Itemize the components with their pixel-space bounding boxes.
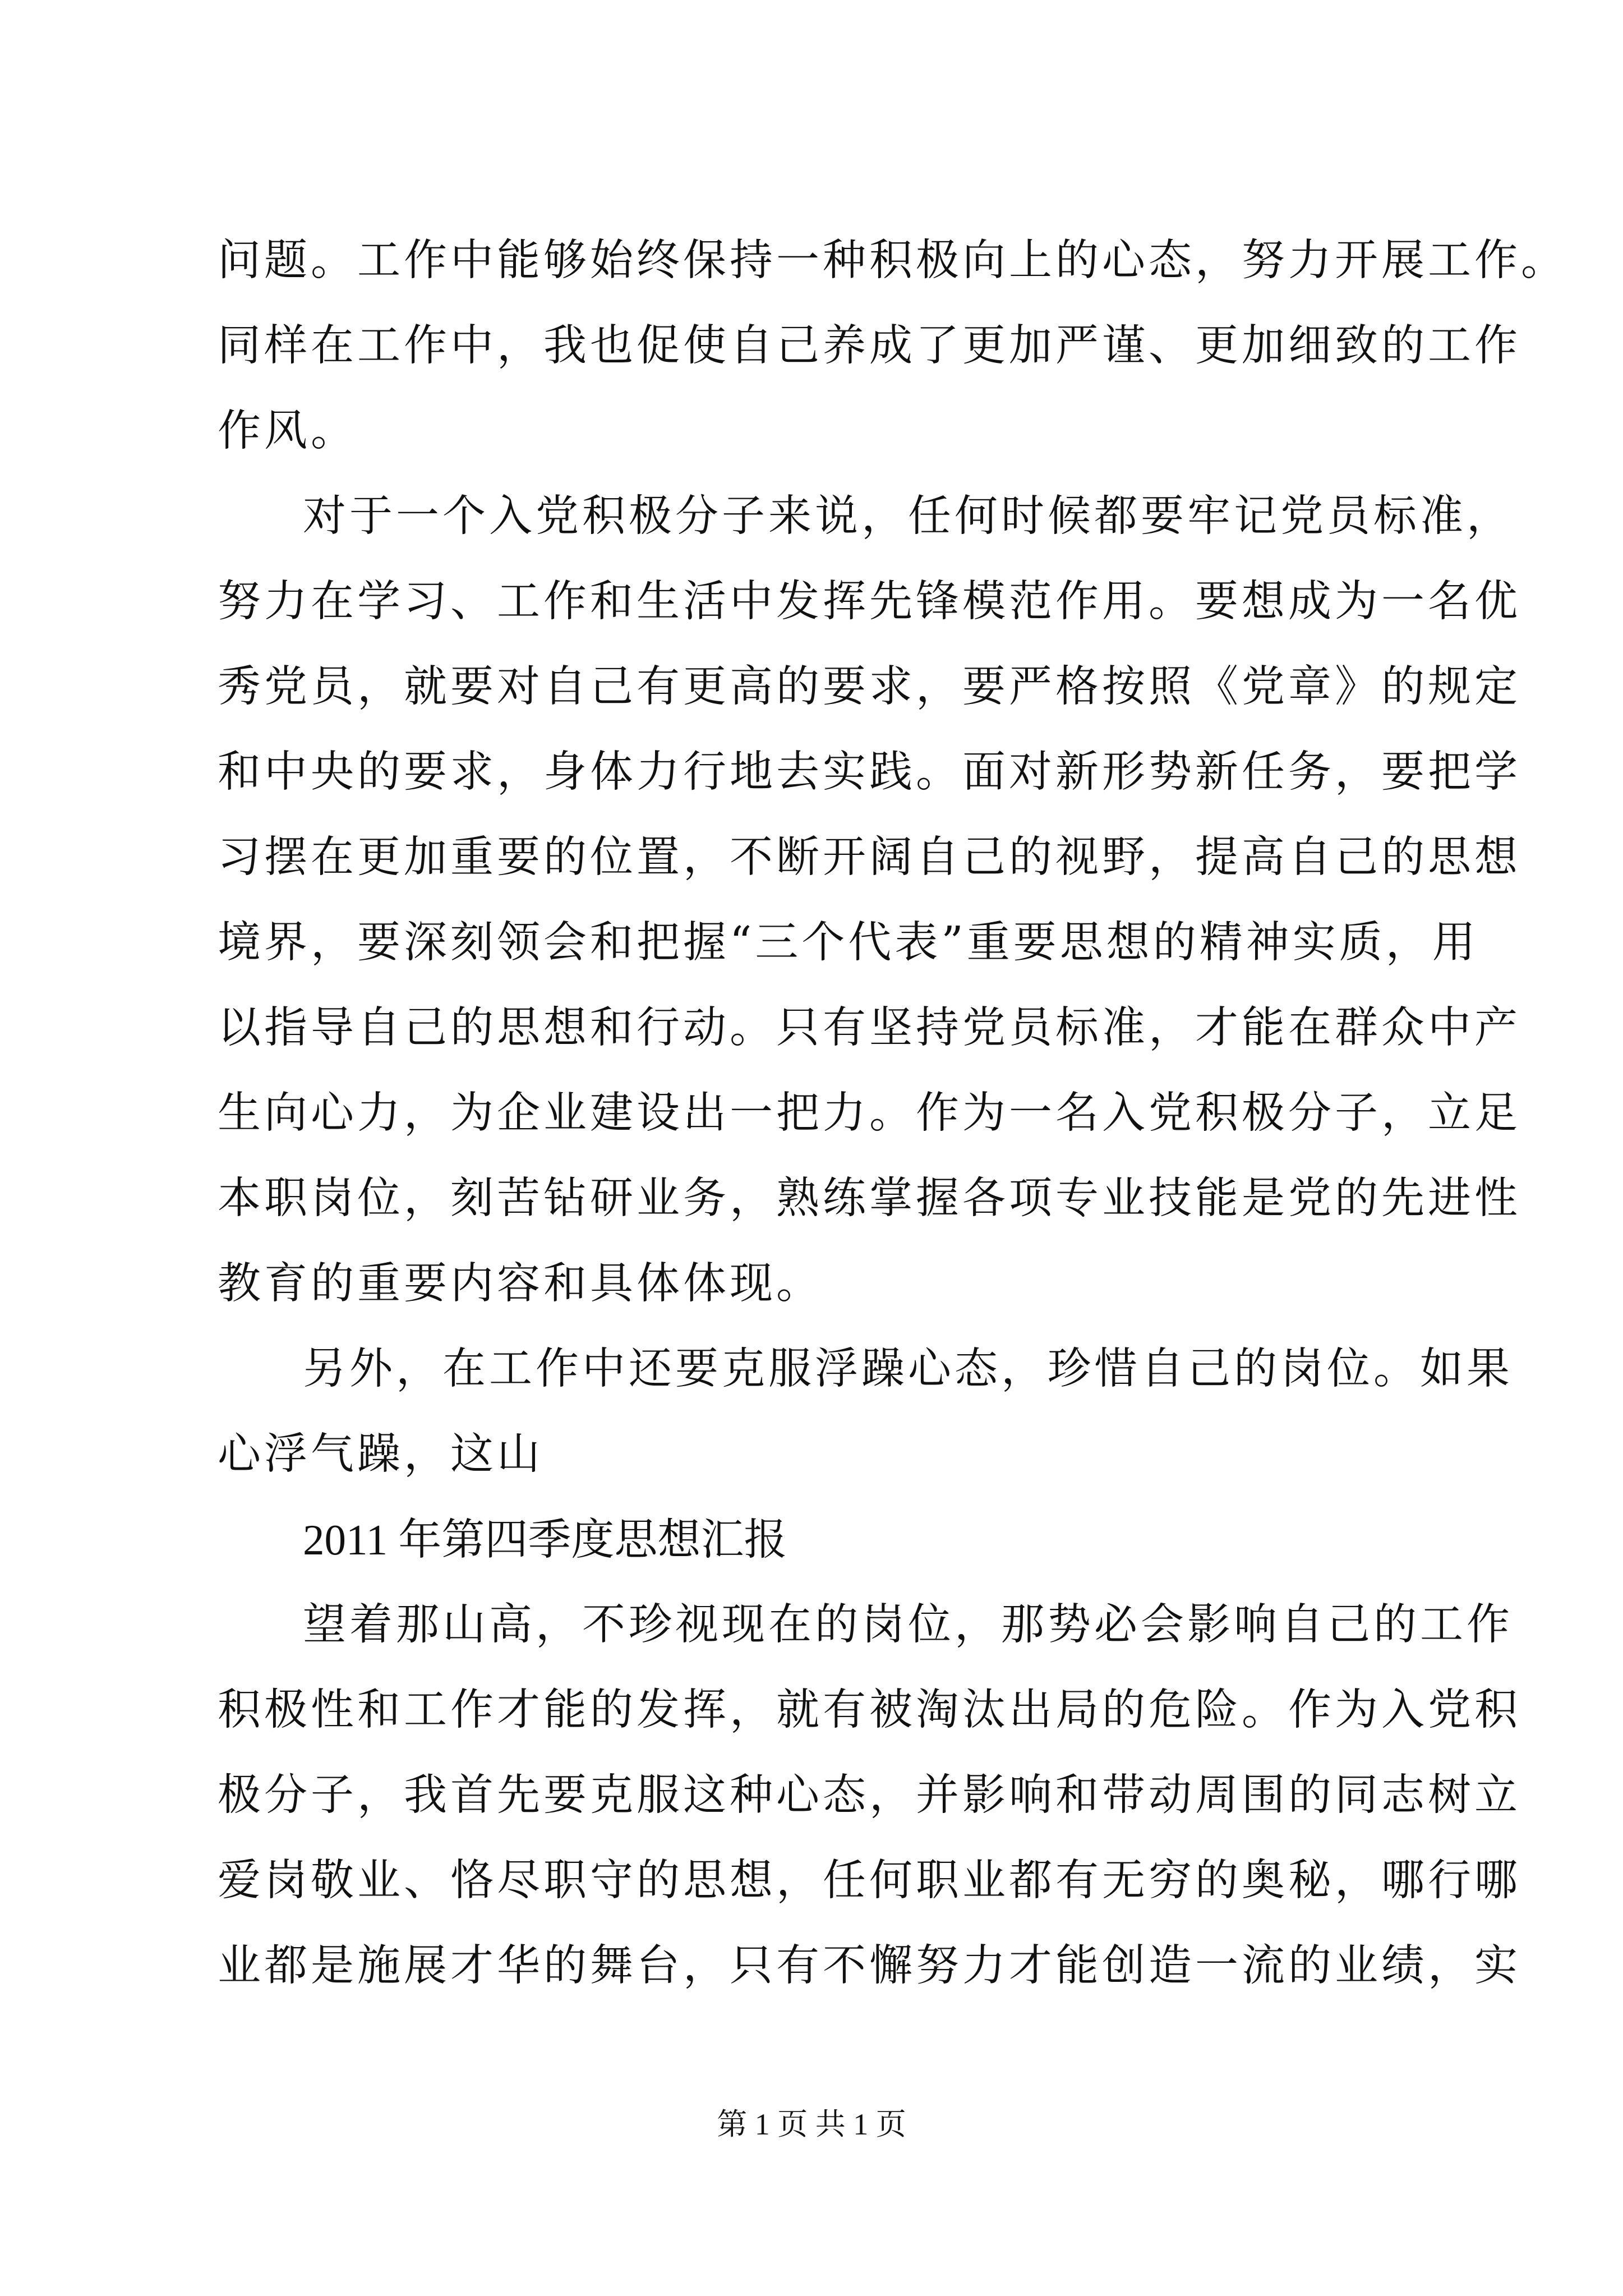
text-line: 极分子，我首先要克服这种心态，并影响和带动周围的同志树立	[218, 1770, 1521, 1820]
section-heading: 2011 年第四季度思想汇报	[303, 1516, 787, 1564]
text-line: 问题。工作中能够始终保持一种积极向上的心态，努力开展工作。	[218, 236, 1567, 286]
text-line: 习摆在更加重要的位置，不断开阔自己的视野，提高自己的思想	[218, 832, 1521, 882]
text-line: 业都是施展才华的舞台，只有不懈努力才能创造一流的业绩，实	[218, 1941, 1521, 1991]
paragraph-start-line: 望着那山高，不珍视现在的岗位，那势必会影响自己的工作	[303, 1600, 1513, 1650]
text-line: 本职岗位，刻苦钻研业务，熟练掌握各项专业技能是党的先进性	[218, 1174, 1521, 1223]
text-line: 爱岗敬业、恪尽职守的思想，任何职业都有无穷的奥秘，哪行哪	[218, 1856, 1521, 1906]
page-footer: 第 1 页 共 1 页	[717, 2108, 906, 2141]
text-line: 积极性和工作才能的发挥，就有被淘汰出局的危险。作为入党积	[218, 1685, 1521, 1735]
text-line: 作风。	[218, 406, 357, 456]
text-line: 教育的重要内容和具体体现。	[218, 1259, 823, 1309]
text-line: 秀党员，就要对自己有更高的要求，要严格按照《党章》的规定	[218, 662, 1521, 712]
text-line: 和中央的要求，身体力行地去实践。面对新形势新任务，要把学	[218, 747, 1521, 797]
text-line: 同样在工作中，我也促使自己养成了更加严谨、更加细致的工作	[218, 321, 1521, 371]
text-line: 生向心力，为企业建设出一把力。作为一名入党积极分子，立足	[218, 1088, 1521, 1138]
paragraph-start-line: 对于一个入党积极分子来说，任何时候都要牢记党员标准，	[303, 491, 1513, 541]
paragraph-start-line: 另外，在工作中还要克服浮躁心态，珍惜自己的岗位。如果	[303, 1344, 1513, 1394]
text-line: 境界，要深刻领会和把握“三个代表”重要思想的精神实质，用	[218, 918, 1479, 968]
text-line: 努力在学习、工作和生活中发挥先锋模范作用。要想成为一名优	[218, 577, 1521, 627]
text-line: 以指导自己的思想和行动。只有坚持党员标准，才能在群众中产	[218, 1003, 1521, 1053]
text-line: 心浮气躁，这山	[218, 1429, 543, 1479]
